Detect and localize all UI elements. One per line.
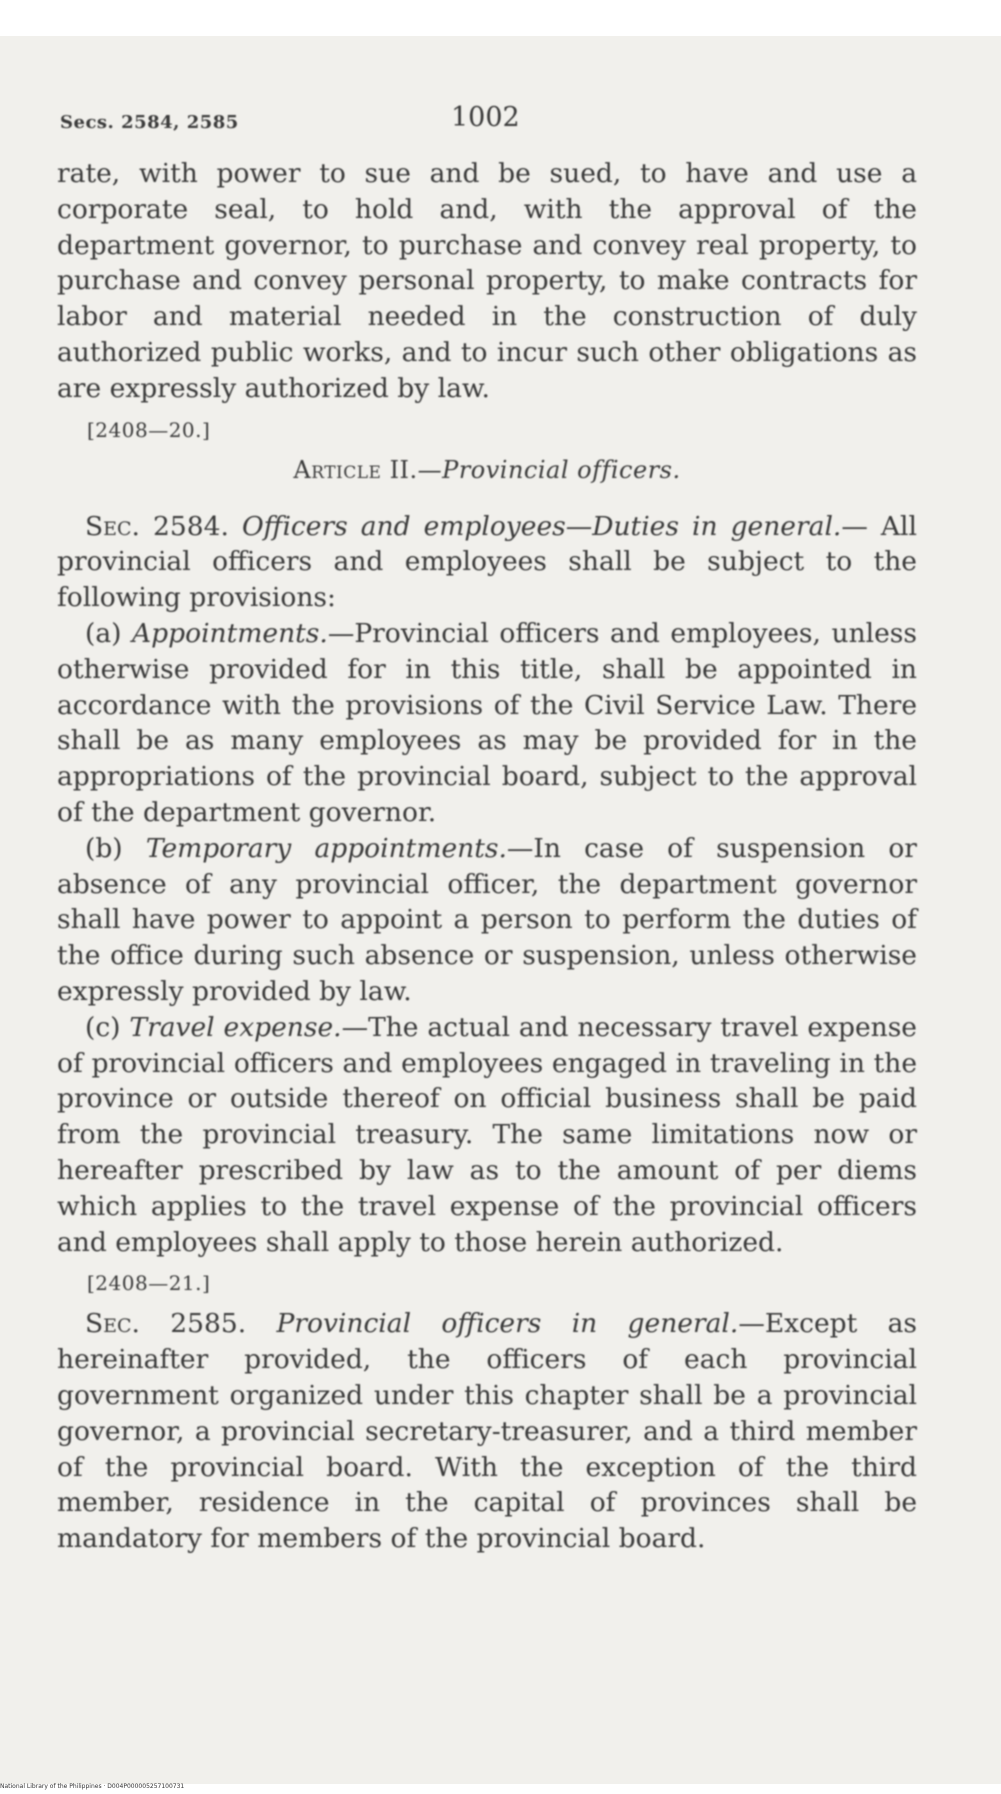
section-dash: —: [841, 510, 868, 542]
source-reference: [2408—20.]: [87, 417, 211, 442]
article-title: —Provincial officers.: [417, 455, 681, 484]
subsection-heading: Appointments.: [132, 617, 328, 649]
section-heading: Provincial officers in general.: [276, 1308, 739, 1340]
subsection-marker: (b): [85, 832, 123, 864]
page-content: [57, 102, 917, 1557]
section-text: —Except as hereinafter provided, the officers of each provincial government organized under this chapter shall be a provincial governor, a provincial secretary-treasurer, and a third member of the provincial board. With the exception of the third member, residence in the capital of provinces shall be mandatory for members of the provincial board.: [57, 1308, 917, 1555]
page-number: 1002: [451, 102, 520, 133]
section-text: All provincial officers and employees shall be subject to the following provisions:: [57, 510, 917, 614]
scan-footer: National Library of the Philippines · D004P000005257100731: [0, 1783, 185, 1790]
subsection-b: [57, 831, 917, 1010]
article-heading: [57, 453, 917, 487]
section-reference: Secs. 2584, 2585: [60, 112, 239, 133]
section-2585-paragraph: [57, 1306, 917, 1557]
section-heading: Officers and employees—Duties in general.: [241, 510, 842, 542]
subsection-heading: Travel expense.: [129, 1011, 342, 1043]
subsection-marker: (a): [85, 617, 122, 649]
document-page: [0, 36, 1001, 1784]
subsection-text: —Provincial officers and employees, unless otherwise provided for in this title, shall be appointed in accordance with the provisions of the Civil Service Law. There shall be as many employees as may be provided for in the appropriations of the provincial board, subject to the approval of the department governor.: [57, 617, 917, 828]
subsection-marker: (c): [85, 1011, 121, 1043]
source-reference: [2408—21.]: [87, 1271, 211, 1296]
subsection-c: [57, 1010, 917, 1261]
subsection-heading: Temporary appointments.: [145, 832, 507, 864]
running-head: [57, 102, 917, 142]
subsection-text: —In case of suspension or absence of any provincial officer, the department governor shall have power to appoint a person to perform the duties of the office during such absence or suspension, unless otherwise expressly provided by law.: [57, 832, 917, 1007]
subsection-a: [57, 616, 917, 831]
continuation-paragraph: rate, with power to sue and be sued, to have and use a corporate seal, to hold and, with the approval of the department governor, to purchase and convey real property, to purchase and convey personal property, to make contracts for labor and material needed in the construction of duly authorized public works, and to incur such other obligations as are expressly authorized by law.: [57, 158, 917, 404]
section-2584-paragraph: [57, 509, 917, 616]
article-label: Article II.: [293, 455, 418, 484]
section-number: Sec. 2585.: [85, 1308, 247, 1340]
section-number: Sec. 2584.: [85, 510, 229, 542]
subsection-text: —The actual and necessary travel expense of provincial officers and employees engaged in traveling in the province or outside thereof on official business shall be paid from the provincial treasury. The same limitations now or hereafter prescribed by law as to the amount of per diems which applies to the travel expense of the provincial officers and employees shall apply to those herein authorized.: [57, 1011, 917, 1258]
